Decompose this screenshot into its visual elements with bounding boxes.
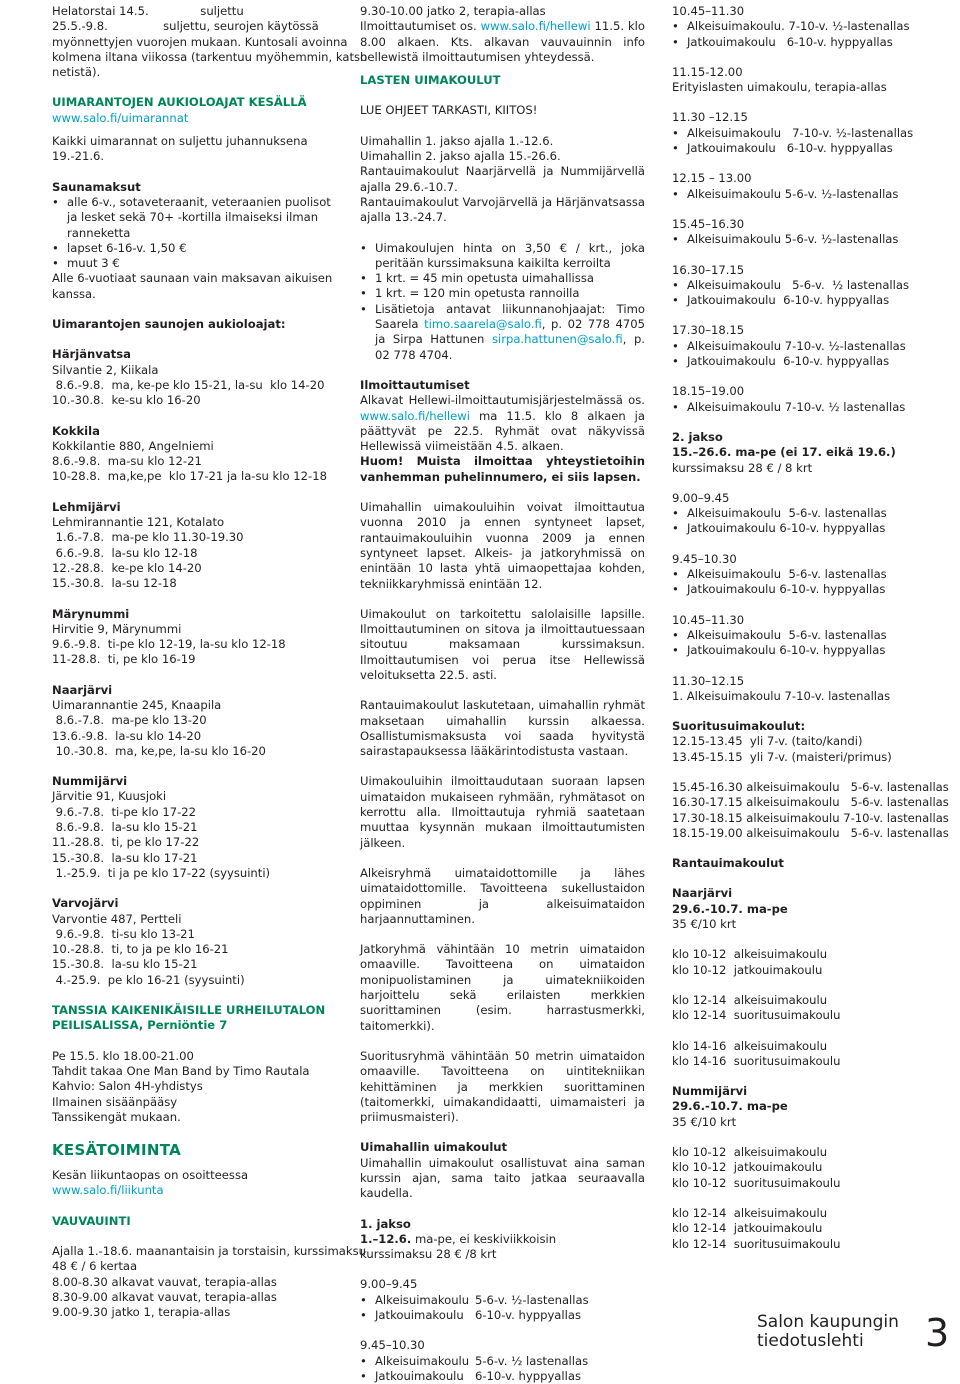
schedule-line: klo 14-16 alkeisuimakoulu [672,1038,828,1053]
beach-name: Lehmijärvi [52,499,121,514]
list-item [360,1308,645,1323]
email-link[interactable]: timo.saarela@salo.fi [424,317,542,332]
schedule-line: 13.45-15.15 yli 7-v. (maisteri/primus) [672,749,892,764]
group-list [672,278,934,293]
spacer [672,1191,934,1206]
beach-line: 12.-28.8. ke-pe klo 14-20 [52,560,202,575]
beach-line: 9.6.-9.8. ti-pe klo 12-19, la-su klo 12-18 [52,637,286,652]
beach-line: 10-28.8. ma,ke,pe klo 17-21 ja la-su klo 12-18 [52,469,327,484]
hellewi-link[interactable]: www.salo.fi/hellewi [480,19,591,34]
list-item: • Alkeisuimakoulu 5-6-v. lastenallas [672,506,934,521]
spacer [672,95,934,110]
sauna-note: Alle 6-vuotiaat saunaan vain maksavan aikuisen kanssa. [52,271,333,301]
group-details: 5-6-v. ½ lastenallas [475,1353,589,1368]
text-line: Pe 15.5. klo 18.00-21.00 [52,1048,194,1063]
schedule-heading: 15.–26.6. ma-pe (ei 17. eikä 19.6.) [672,445,896,460]
spacer [672,765,934,780]
spacer [672,369,934,384]
spacer [672,308,934,323]
text-line: 9.30-10.00 jatko 2, terapia-allas [360,4,546,18]
schedule-line: 15.45–16.30 [672,216,745,231]
group-list [672,400,934,415]
list-item: • Jatkouimakoulu 6-10-v. hyppyallas [672,521,934,536]
list-item: • Jatkouimakoulu 6-10-v. hyppyallas [672,643,934,658]
list-item: • Alkeisuimakoulu 7-10-v. ½ lastenallas [672,400,934,415]
schedule-line: klo 12-14 suoritusuimakoulu [672,1236,841,1251]
huom-note: Huom! Muista ilmoittaa yhteystietoihin vanhemman puhelinnumero, ei siis lapsen. [360,454,645,484]
paragraph: Uimakouluihin ilmoittaudutaan suoraan lapsen uimataidon mukaiseen ryhmään, ryhmätasot on kerrottu alla. Ilmoittautuja ryhmiä saatetaan muuttaa kysynnän mukaan ilmoittautumisten jälkeen. [360,774,645,850]
schedule-line: 10.45–11.30 [672,4,745,18]
ilmo2-paragraph [360,393,645,454]
group-details: 6-10-v. hyppyallas [475,1368,581,1383]
paragraph: Uimahallin uimakouluihin voivat ilmoittautua vuonna 2010 ja ennen syntyneet lapset, rantauimakouluihin vuonna 2009 ja ennen syntyneet lapset. Alkeis- ja jatkoryhmissä on enintään 10 lasta yhtä uimaopettajaa kohden, tekniikkaryhmissä enintään 12. [360,500,645,591]
group-list [672,187,934,202]
schedule-line: 10.45–11.30 [672,612,745,627]
schedule-line: klo 10-12 alkeisuimakoulu [672,947,828,962]
lasten-heading: LASTEN UIMAKOULUT [360,73,501,88]
sauna-heading: Uimarantojen saunojen aukioloajat: [52,317,286,332]
spacer [672,156,934,171]
jakso-fee: kurssimaksu 28 € /8 krt [360,1247,497,1262]
list-item: • Alkeisuimakoulu 5-6-v. ½-lastenallas [672,187,934,202]
group-list [672,628,934,643]
email-link[interactable]: sirpa.hattunen@salo.fi [491,332,623,347]
slot-groups [360,1293,645,1324]
slot-list [360,1277,645,1384]
schedule-line: kurssimaksu 28 € / 8 krt [672,460,813,475]
group-list [672,35,934,50]
schedule-line: 17.30-18.15 alkeisuimakoulu 7-10-v. lastenallas [672,810,949,825]
period-line: Uimahallin 1. jakso ajalla 1.-12.6. [360,133,554,148]
beach-line: 10.-30.8. ke-su klo 16-20 [52,393,201,408]
beach-line: Kokkilantie 880, Angelniemi [52,438,214,453]
group-list [672,506,934,521]
text-line: Tanssikengät mukaan. [52,1109,181,1124]
info-list [360,241,645,363]
vauvauinti-heading: VAUVAUINTI [52,1213,131,1228]
group-details: 5-6-v. ½-lastenallas [475,1292,589,1307]
list-item: • alle 6-v., sotaveteraanit, veteraanien puolisot ja lesket sekä 70+ -kortilla ilmaiseksi ilman ranneketta [52,195,336,241]
beach-line: 8.6.-7.8. ma-pe klo 13-20 [52,713,207,728]
text-span: ma-pe, ei keskiviikkoisin [411,1231,557,1246]
beach-name: Märynummi [52,606,130,621]
column-left [52,4,368,1320]
spacer [672,871,934,886]
schedule-line: Erityislasten uimakoulu, terapia-allas [672,80,887,95]
schedule-line: klo 12-14 suoritusuimakoulu [672,1008,841,1023]
schedule-line: 9.45–10.30 [672,551,737,566]
tanssia-info [52,1049,336,1125]
schedule-line: 18.15-19.00 alkeisuimakoulu 5-6-v. lastenallas [672,825,949,840]
schedule-line: 11.30–12.15 [672,673,745,688]
beach-line: 11.-28.8. ti, pe klo 17-22 [52,835,200,850]
beach-line: Hirvitie 9, Märynummi [52,621,182,636]
schedule-heading: 29.6.-10.7. ma-pe [672,901,788,916]
beach-line: 15.-30.8. la-su klo 15-21 [52,957,198,972]
list-item: • Uimakoulujen hinta on 3,50 € / krt., joka peritään kurssimaksuna kaikilta kerroilta [360,241,645,272]
slot-groups [360,1354,645,1384]
group-name: Alkeisuimakoulu [375,1353,470,1368]
paragraph: Suoritusryhmä vähintään 50 metrin uimataidon omaaville. Tavoitteena on uintitekniikan kehittäminen ja merkkien suorittaminen (taitomerkki, uimakandidaatti, uimamaisteri ja priimusmaisteri). [360,1048,645,1125]
beach-line: 6.6.-9.8. la-su klo 12-18 [52,545,198,560]
schedule-line: 16.30–17.15 [672,262,745,277]
page-number: 3 [925,1311,950,1355]
beach-name: Nummijärvi [52,774,128,789]
column-right [672,4,949,1252]
group-list [672,141,934,156]
schedule-heading: 29.6.-10.7. ma-pe [672,1099,788,1114]
group-list [672,293,934,308]
group-name: Alkeisuimakoulu [375,1292,470,1307]
schedule-line: 35 €/10 krt [672,917,737,932]
list-item: • Jatkouimakoulu 6-10-v. hyppyallas [672,293,934,308]
spacer [672,1130,934,1145]
ilmo-heading: Ilmoittautumiset [360,377,470,392]
spacer [672,1024,934,1039]
beach-name: Varvojärvi [52,896,119,911]
beach-line: 10.-30.8. ma, ke,pe, la-su klo 16-20 [52,743,266,758]
spacer [672,598,934,613]
spacer [360,1323,645,1338]
list-item: • Alkeisuimakoulu 5-6-v. ½ lastenallas [672,278,934,293]
hall-hours [52,4,368,80]
column-middle [360,4,645,1384]
section-heading: UIMARANTOJEN AUKIOLOAJAT KESÄLLÄ [52,95,307,110]
list-item: • lapset 6-16-v. 1,50 € [52,241,336,256]
jakso-heading: 1. jakso [360,1216,411,1231]
text-line: 25.5.-9.8. suljettu, seurojen käytössä [52,19,319,34]
spacer [52,759,336,774]
page-footer [757,1313,957,1353]
tanssia-heading: TANSSIA KAIKENIKÄISILLE URHEILUTALON PEILISALISSA, Perniöntie 7 [52,1003,326,1033]
beach-line: Lehmirannantie 121, Kotalato [52,515,225,530]
paragraph: Alkeisryhmä uimataidottomille ja lähes uimataidottomille. Tavoitteena sukellustaidon oppiminen ja alkeisuimataidon harjaannuttaminen. [360,865,645,926]
beach-line: Uimarannantie 245, Knaapila [52,697,222,712]
beach-line: 9.6.-9.8. ti-su klo 13-21 [52,926,195,941]
text-line: Tahdit takaa One Man Band by Timo Rautala [52,1063,310,1078]
jakso-dates [360,1232,645,1247]
beach-line: 1.6.-7.8. ma-pe klo 11.30-19.30 [52,530,244,545]
beach-name: Härjänvatsa [52,347,131,362]
list-item: • Jatkouimakoulu 6-10-v. hyppyallas [672,35,934,50]
list-item: • Jatkouimakoulu 6-10-v. hyppyallas [672,354,934,369]
spacer [672,978,934,993]
list-item: • 1 krt. = 45 min opetusta uimahallissa [360,271,645,286]
schedule-line: klo 10-12 jatkouimakoulu [672,962,823,977]
text-span: ma 11.5. klo 8 alkaen ja päättyvät pe 22.5. Ryhmät ovat näkyvissä Hellewissä viimeistään 4.5. alkaen. [360,408,645,454]
spacer [52,409,336,424]
schedule-heading: Nummijärvi [672,1084,748,1099]
text-span: 1.–12.6. [360,1231,412,1246]
ilmo-paragraph [360,19,645,65]
spacer [672,537,934,552]
schedule-line: 1. Alkeisuimakoulu 7-10-v. lastenallas [672,688,891,703]
schedule-line: 16.30-17.15 alkeisuimakoulu 5-6-v. lastenallas [672,795,949,810]
schedule-line: 11.30 –12.15 [672,110,748,125]
beach-line: 4.-25.9. pe klo 16-21 (syysuinti) [52,972,245,987]
hall-heading: Uimahallin uimakoulut [360,1140,508,1155]
kesatoiminta-heading: KESÄTOIMINTA [52,1141,182,1160]
period-line: Rantauimakoulut Naarjärvellä ja Nummijärvellä ajalla 29.6.-10.7. [360,164,645,194]
text-line: kolmena iltana viikossa (tarkentuu myöhemmin, katso [52,49,368,64]
vauvauinti-info [52,1244,366,1320]
schedule-line: 15.45-16.30 alkeisuimakoulu 5-6-v. lastenallas [672,779,949,794]
group-list [672,582,934,597]
list-item [360,1354,645,1369]
slot-time: 9.00–9.45 [360,1277,418,1292]
beach-line: Järvitie 91, Kuusjoki [52,789,167,804]
schedule-line: 12.15-13.45 yli 7-v. (taito/kandi) [672,734,863,749]
group-list [672,19,934,34]
list-item: • Alkeisuimakoulu 7-10-v. ½-lastenallas [672,126,934,141]
beach-name: Naarjärvi [52,682,113,697]
list-item [360,1293,645,1308]
text-line: 8.00-8.30 alkavat vauvat, terapia-allas [52,1274,277,1289]
text-line: Ilmainen sisäänpääsy [52,1094,178,1109]
spacer [52,668,336,683]
schedule-line: 17.30–18.15 [672,323,745,338]
schedule-line: 11.15-12.00 [672,64,743,79]
text-line: 48 € / 6 kertaa [52,1259,138,1274]
publication-name: Salon kaupungin [757,1312,899,1332]
group-list [672,232,934,247]
list-item: • Alkeisuimakoulu 5-6-v. ½-lastenallas [672,232,934,247]
beach-line: 8.6.-9.8. ma-su klo 12-21 [52,454,202,469]
liikunta-link[interactable]: www.salo.fi/liikunta [52,1183,164,1198]
list-item: • 1 krt. = 120 min opetusta rannoilla [360,286,645,301]
list-item: • Jatkouimakoulu 6-10-v. hyppyallas [672,141,934,156]
text-span: Ilmoittautumiset os. [360,19,481,34]
schedule-heading: Suoritusuimakoulut: [672,719,806,734]
schedule-heading: Naarjärvi [672,886,733,901]
saunamaksut-heading: Saunamaksut [52,179,141,194]
text-span: , p. 02 778 4705 ja Sirpa Hattunen [375,317,646,347]
list-item [360,1369,645,1384]
spacer [52,881,336,896]
closed-notice: Kaikki uimarannat on suljettu juhannuksena 19.-21.6. [52,134,308,164]
text-span: , p. 02 778 4704. [375,332,645,362]
text-span: Lisätietoja antavat liikunnanohjaajat: Timo Saarela [375,301,645,332]
schedule-line: 18.15–19.00 [672,384,745,399]
list-item [360,302,645,363]
text-line: Ajalla 1.-18.6. maanantaisin ja torstaisin, kurssimaksu [52,1244,366,1258]
schedule-line: 12.15 – 13.00 [672,171,752,186]
kesatoiminta-text [52,1168,336,1199]
spacer [672,1069,934,1084]
beach-line: Silvantie 2, Kiikala [52,362,159,377]
group-list [672,354,934,369]
slot-time: 9.45–10.30 [360,1338,425,1353]
beach-line: 15.-30.8. la-su 12-18 [52,576,177,591]
spacer [672,248,934,263]
beach-line: 10.-28.8. ti, to ja pe klo 16-21 [52,942,229,957]
uimarannat-link[interactable]: www.salo.fi/uimarannat [52,110,189,125]
lasten-note: LUE OHJEET TARKASTI, KIITOS! [360,103,538,118]
text-line: netistä). [52,65,101,80]
text-span: 11.5. klo 8.00 alkaen. Kts. alkavan vauvauinnin info hellewistä ilmoittautumisen yhteydessä. [360,19,645,64]
schedule-line: klo 12-14 alkeisuimakoulu [672,992,828,1007]
group-list [672,521,934,536]
schedule-line: klo 12-14 jatkouimakoulu [672,1221,823,1236]
spacer [52,332,336,347]
list-item: • Alkeisuimakoulu 7-10-v. ½-lastenallas [672,339,934,354]
group-details: 6-10-v. hyppyallas [475,1308,581,1323]
schedule-line: klo 10-12 suoritusuimakoulu [672,1175,841,1190]
schedule-line: klo 10-12 alkeisuimakoulu [672,1145,828,1160]
beach-line: 13.6.-9.8. la-su klo 14-20 [52,728,202,743]
paragraph: Uimakoulut on tarkoitettu salolaisille lapsille. Ilmoittautuminen on sitova ja ilmoittautuessaan sitoutuu maksamaan kurssimaksun. Ilmoittautumisen voi perua itse Hellewissä veloituksetta 22.5. asti. [360,606,645,682]
period-line: Rantauimakoulut Varvojärvellä ja Härjänvatsassa ajalla 13.-24.7. [360,194,645,225]
publication-subtitle: tiedotuslehti [757,1331,864,1351]
hellewi-link[interactable]: www.salo.fi/hellewi [360,408,470,423]
paragraph: Rantauimakoulut laskutetaan, uimahallin ryhmät maksetaan uimahallin kurssin alkaessa. Osallistumismaksusta voi saada hyvitystä sairastapauksessa lääkärintodistusta vastaan. [360,698,645,759]
beach-list [52,332,336,988]
text-line: Kahvio: Salon 4H-yhdistys [52,1079,203,1094]
group-list [672,567,934,582]
spacer [672,476,934,491]
spacer [672,932,934,947]
schedule-line: klo 12-14 alkeisuimakoulu [672,1205,828,1220]
beach-line: 9.6.-7.8. ti-pe klo 17-22 [52,804,197,819]
beach-name: Kokkila [52,423,100,438]
saunamaksut-list [52,195,336,271]
beach-line: Varvontie 487, Pertteli [52,911,182,926]
group-name: Jatkouimakoulu [375,1308,464,1323]
text-span: Alkavat Hellewi-ilmoittautumisjärjestelmässä os. [360,393,645,408]
spacer [672,50,934,65]
hall-paragraph: Uimahallin uimakoulut osallistuvat aina saman kurssin ajan, sama taito jatkaa seuraavalla kaudella. [360,1155,645,1201]
spacer [672,202,934,217]
text-line: 9.00-9.30 jatko 1, terapia-allas [52,1305,231,1320]
beach-line: 8.6.-9.8. la-su klo 15-21 [52,820,198,835]
schedule-line: 35 €/10 krt [672,1114,737,1129]
list-item: • Jatkouimakoulu 6-10-v. hyppyallas [672,582,934,597]
schedule-line: 9.00–9.45 [672,490,730,505]
schedule-line: klo 10-12 jatkouimakoulu [672,1160,823,1175]
text-line: 8.30-9.00 alkavat vauvat, terapia-allas [52,1289,277,1304]
beach-line: 15.-30.8. la-su klo 17-21 [52,850,198,865]
spacer [52,592,336,607]
list-item: • Alkeisuimakoulu. 7-10-v. ½-lastenallas [672,19,934,34]
beach-line: 11-28.8. ti, pe klo 16-19 [52,652,196,667]
spacer [672,659,934,674]
schedule-heading: Rantauimakoulut [672,856,784,871]
text-span: Kesän liikuntaopas on osoitteessa [52,1168,249,1183]
beach-line: 8.6.-9.8. ma, ke-pe klo 15-21, la-su klo 14-20 [52,377,325,392]
spacer [672,841,934,856]
schedule-heading: 2. jakso [672,429,723,444]
list-item: • muut 3 € [52,256,336,271]
text-line: myönnettyjen vuorojen mukaan. Kuntosali avoinna [52,34,348,49]
spacer [52,485,336,500]
schedule-line: klo 14-16 suoritusuimakoulu [672,1053,841,1068]
group-list [672,339,934,354]
group-list [672,643,934,658]
period-line: Uimahallin 2. jakso ajalla 15.-26.6. [360,149,561,164]
spacer [672,415,934,430]
spacer [672,704,934,719]
group-list [672,126,934,141]
text-line: Helatorstai 14.5. suljettu [52,4,244,18]
list-item: • Alkeisuimakoulu 5-6-v. lastenallas [672,567,934,582]
beach-line: 1.-25.9. ti ja pe klo 17-22 (syysuinti) [52,865,271,880]
group-name: Jatkouimakoulu [375,1368,464,1383]
paragraph: Jatkoryhmä vähintään 10 metrin uimataidon omaaville. Tavoitteena on uimataidon monipuolistaminen ja uimatekniikoiden harjoittelu sekä erilaisten merkkien suorittaminen (esim. harrastusmerkki, taitomerkki). [360,942,645,1033]
list-item: • Alkeisuimakoulu 5-6-v. lastenallas [672,628,934,643]
